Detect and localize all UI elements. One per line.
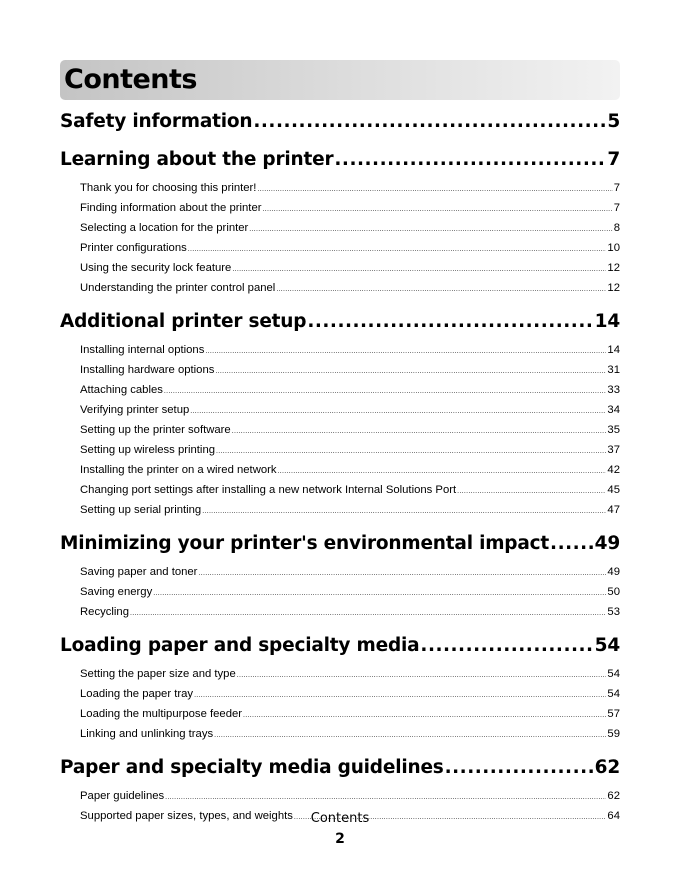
toc-entry[interactable] xyxy=(60,218,620,238)
toc-entry[interactable] xyxy=(60,480,620,500)
entry-title: Thank you for choosing this printer! xyxy=(80,182,257,194)
dot-leader xyxy=(153,584,606,604)
entry-page: 12 xyxy=(607,282,620,294)
dot-leader xyxy=(445,754,594,782)
dot-leader xyxy=(237,666,607,686)
toc-chapter-environmental-impact[interactable] xyxy=(60,530,620,558)
dot-leader xyxy=(257,180,612,200)
entry-title: Loading the paper tray xyxy=(80,688,194,700)
dot-leader xyxy=(215,362,606,382)
toc-entry[interactable] xyxy=(60,420,620,440)
chapter-page: 49 xyxy=(594,533,620,554)
dot-leader xyxy=(190,402,606,422)
dot-leader xyxy=(262,200,612,220)
entry-title: Changing port settings after installing a new network Internal Solutions Port xyxy=(80,484,457,496)
dot-leader xyxy=(253,108,606,136)
entry-title: Loading the multipurpose feeder xyxy=(80,708,243,720)
toc-entry[interactable] xyxy=(60,582,620,602)
entry-title: Saving energy xyxy=(80,586,153,598)
entry-title: Installing internal options xyxy=(80,344,205,356)
toc-chapter-loading-paper[interactable] xyxy=(60,632,620,660)
dot-leader xyxy=(550,530,594,558)
entry-title: Setting up wireless printing xyxy=(80,444,216,456)
chapter-title: Additional printer setup xyxy=(60,311,307,332)
table-of-contents xyxy=(60,108,620,826)
dot-leader xyxy=(194,686,606,706)
dot-leader xyxy=(165,788,606,808)
toc-entry[interactable] xyxy=(60,664,620,684)
entry-title: Selecting a location for the printer xyxy=(80,222,249,234)
toc-entry[interactable] xyxy=(60,786,620,806)
entry-page: 53 xyxy=(607,606,620,618)
dot-leader xyxy=(243,706,606,726)
entry-page: 10 xyxy=(607,242,620,254)
entry-title: Saving paper and toner xyxy=(80,566,198,578)
toc-entry[interactable] xyxy=(60,360,620,380)
dot-leader xyxy=(232,422,607,442)
toc-entry[interactable] xyxy=(60,380,620,400)
entry-title: Using the security lock feature xyxy=(80,262,232,274)
entry-page: 37 xyxy=(607,444,620,456)
footer-page-number: 2 xyxy=(335,831,345,847)
page-title: Contents xyxy=(64,64,198,95)
entry-title: Setting the paper size and type xyxy=(80,668,236,680)
chapter-title: Loading paper and specialty media xyxy=(60,635,420,656)
entry-page: 8 xyxy=(613,222,620,234)
toc-entry[interactable] xyxy=(60,500,620,520)
entry-page: 7 xyxy=(613,182,620,194)
chapter-page: 14 xyxy=(594,311,620,332)
toc-chapter-safety-information[interactable] xyxy=(60,108,620,136)
chapter-title: Learning about the printer xyxy=(60,149,334,170)
entry-title: Supported paper sizes, types, and weights xyxy=(80,810,293,822)
chapter-page: 7 xyxy=(607,149,620,170)
dot-leader xyxy=(202,502,606,522)
toc-entry[interactable] xyxy=(60,602,620,622)
toc-entry[interactable] xyxy=(60,278,620,298)
entry-page: 35 xyxy=(607,424,620,436)
entry-title: Linking and unlinking trays xyxy=(80,728,214,740)
entry-title: Installing the printer on a wired network xyxy=(80,464,277,476)
entry-page: 45 xyxy=(607,484,620,496)
dot-leader xyxy=(249,220,612,240)
entry-page: 54 xyxy=(607,668,620,680)
entry-title: Understanding the printer control panel xyxy=(80,282,276,294)
entry-title: Installing hardware options xyxy=(80,364,215,376)
entry-page: 7 xyxy=(613,202,620,214)
entry-title: Attaching cables xyxy=(80,384,163,396)
entry-page: 34 xyxy=(607,404,620,416)
toc-chapter-additional-printer-setup[interactable] xyxy=(60,308,620,336)
dot-leader xyxy=(420,632,593,660)
entry-title: Recycling xyxy=(80,606,129,618)
contents-banner xyxy=(60,60,620,100)
entry-page: 33 xyxy=(607,384,620,396)
entry-title: Finding information about the printer xyxy=(80,202,262,214)
chapter-title: Paper and specialty media guidelines xyxy=(60,757,444,778)
dot-leader xyxy=(334,146,606,174)
chapter-page: 62 xyxy=(594,757,620,778)
dot-leader xyxy=(164,382,607,402)
toc-entry[interactable] xyxy=(60,460,620,480)
toc-entry[interactable] xyxy=(60,440,620,460)
toc-chapter-paper-guidelines[interactable] xyxy=(60,754,620,782)
chapter-page: 54 xyxy=(594,635,620,656)
entry-page: 50 xyxy=(607,586,620,598)
dot-leader xyxy=(198,564,606,584)
toc-entry[interactable] xyxy=(60,562,620,582)
dot-leader xyxy=(205,342,606,362)
toc-entry[interactable] xyxy=(60,724,620,744)
entry-title: Setting up the printer software xyxy=(80,424,231,436)
footer-label: Contents xyxy=(310,811,370,826)
dot-leader xyxy=(232,260,606,280)
entry-page: 62 xyxy=(607,790,620,802)
entry-page: 57 xyxy=(607,708,620,720)
dot-leader xyxy=(307,308,593,336)
toc-entry[interactable] xyxy=(60,258,620,278)
entry-page: 49 xyxy=(607,566,620,578)
toc-entry[interactable] xyxy=(60,178,620,198)
chapter-title: Minimizing your printer's environmental impact xyxy=(60,533,550,554)
entry-title: Verifying printer setup xyxy=(80,404,190,416)
entry-page: 12 xyxy=(607,262,620,274)
entry-page: 31 xyxy=(607,364,620,376)
chapter-page: 5 xyxy=(607,111,620,132)
entry-page: 59 xyxy=(607,728,620,740)
dot-leader xyxy=(214,726,606,746)
entry-page: 47 xyxy=(607,504,620,516)
dot-leader xyxy=(130,604,606,624)
entry-page: 54 xyxy=(607,688,620,700)
toc-entry[interactable] xyxy=(60,340,620,360)
dot-leader xyxy=(276,280,606,300)
toc-entry[interactable] xyxy=(60,704,620,724)
entry-title: Paper guidelines xyxy=(80,790,165,802)
entry-title: Setting up serial printing xyxy=(80,504,202,516)
dot-leader xyxy=(278,462,607,482)
toc-entry[interactable] xyxy=(60,198,620,218)
toc-entry[interactable] xyxy=(60,684,620,704)
entry-title: Printer configurations xyxy=(80,242,187,254)
entry-page: 42 xyxy=(607,464,620,476)
toc-chapter-learning-about-the-printer[interactable] xyxy=(60,146,620,174)
dot-leader xyxy=(457,482,606,502)
toc-entry[interactable] xyxy=(60,238,620,258)
entry-page: 64 xyxy=(607,810,620,822)
chapter-title: Safety information xyxy=(60,111,253,132)
toc-entry[interactable] xyxy=(60,400,620,420)
dot-leader xyxy=(216,442,606,462)
dot-leader xyxy=(188,240,607,260)
entry-page: 14 xyxy=(607,344,620,356)
